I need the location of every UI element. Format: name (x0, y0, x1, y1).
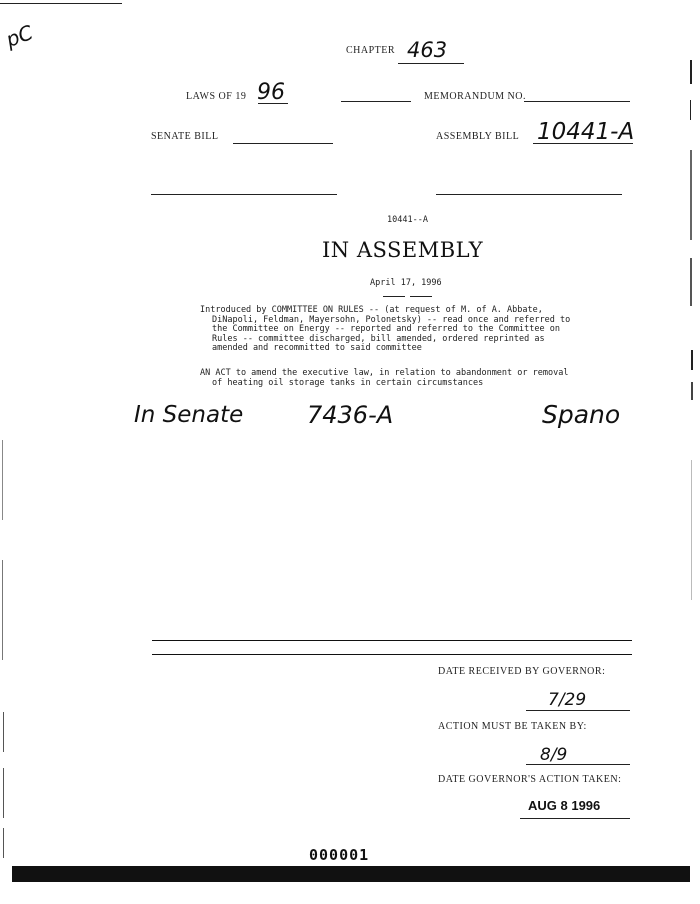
right-edge-mark (690, 100, 691, 120)
memorandum-label: MEMORANDUM NO. (424, 91, 527, 102)
introduced-paragraph (200, 306, 570, 354)
date-rule-1 (383, 296, 405, 297)
page-number: 000001 (309, 846, 370, 864)
action-taken-label: DATE GOVERNOR'S ACTION TAKEN: (438, 774, 622, 785)
right-edge-mark (691, 350, 693, 370)
rule-upper (152, 640, 632, 641)
date-received-label: DATE RECEIVED BY GOVERNOR: (438, 666, 606, 677)
senate-bill-line (233, 143, 333, 144)
act-line-2: of heating oil storage tanks in certain circumstances (212, 377, 484, 388)
chapter-underline (398, 63, 464, 64)
introduced-line-4: Rules -- committee discharged, bill amended, ordered reprinted as (212, 333, 545, 344)
left-edge-mark (2, 560, 3, 660)
senate-number-handwritten: 7436-A (307, 401, 394, 429)
introduced-line-5: amended and recommitted to said committee (212, 343, 422, 353)
act-line-1: AN ACT to amend the executive law, in relation to abandonment or removal (200, 368, 569, 378)
laws-of-label: LAWS OF 19 (186, 91, 247, 102)
introduced-line-3: the Committee on Energy -- reported and referred to the Committee on (212, 324, 560, 334)
chapter-label: CHAPTER (346, 45, 396, 56)
blank-line-right (436, 194, 622, 195)
left-edge-mark (2, 440, 3, 520)
action-by-label: ACTION MUST BE TAKEN BY: (438, 721, 587, 732)
law-year-suffix: 96 (257, 80, 285, 105)
assembly-bill-label: ASSEMBLY BILL (436, 131, 520, 142)
bottom-scan-bar (12, 866, 690, 882)
senate-bill-label: SENATE BILL (151, 131, 219, 142)
left-edge-mark (3, 712, 4, 752)
action-taken-stamp: AUG 8 1996 (528, 798, 601, 813)
assembly-bill-number: 10441-A (537, 119, 635, 145)
introduced-line-2: DiNapoli, Feldman, Mayersohn, Polonetsky) -- read once and referred to (212, 314, 571, 325)
assembly-bill-line (533, 143, 633, 144)
action-by-value: 8/9 (540, 745, 568, 765)
right-edge-mark (690, 258, 692, 306)
left-edge-mark (3, 768, 4, 818)
memorandum-line (524, 101, 630, 102)
action-by-line (526, 764, 630, 765)
rule-lower (152, 654, 632, 655)
laws-year-underline (258, 103, 288, 104)
right-edge-mark (691, 460, 692, 600)
sponsor-handwritten: Spano (542, 400, 621, 429)
act-paragraph (200, 369, 568, 388)
action-taken-line (520, 818, 630, 819)
left-edge-mark (3, 828, 4, 858)
right-edge-mark (690, 60, 692, 84)
page-title: IN ASSEMBLY (322, 238, 484, 262)
blank-line-1 (341, 101, 411, 102)
senate-label-handwritten: In Senate (134, 402, 244, 428)
chapter-number: 463 (407, 38, 448, 62)
bill-date: April 17, 1996 (370, 278, 442, 288)
date-received-line (526, 710, 630, 711)
corner-handwritten-mark: pC (2, 20, 36, 52)
scan-edge-line (0, 3, 122, 4)
bill-number: 10441--A (387, 215, 428, 225)
right-edge-mark (691, 382, 693, 400)
right-edge-mark (690, 150, 692, 240)
introduced-line-1: Introduced by COMMITTEE ON RULES -- (at request of M. of A. Abbate, (200, 305, 543, 315)
blank-line-left (151, 194, 337, 195)
date-received-value: 7/29 (548, 690, 587, 710)
date-rule-2 (410, 296, 432, 297)
